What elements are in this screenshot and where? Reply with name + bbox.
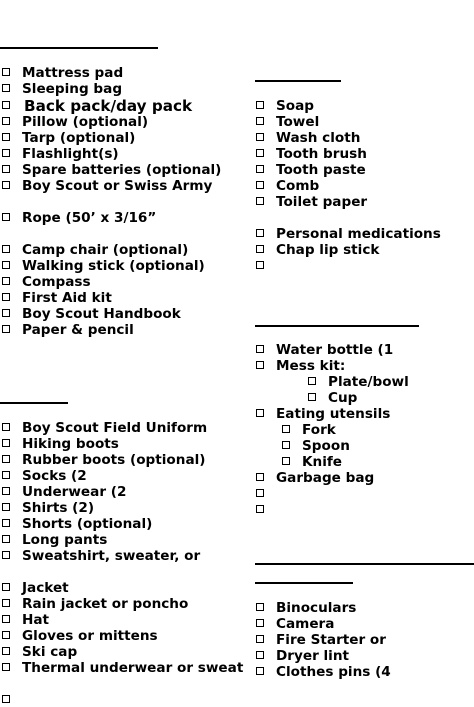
checklist-item-label: Tooth paste [276,162,366,178]
checkbox[interactable] [282,425,290,433]
checkbox[interactable] [2,68,10,76]
checkbox[interactable] [2,277,10,285]
checkbox[interactable] [256,101,264,109]
checkbox[interactable] [256,245,264,253]
checkbox[interactable] [2,423,10,431]
checkbox[interactable] [256,345,264,353]
checkbox[interactable] [256,635,264,643]
checkbox[interactable] [2,647,10,655]
checklist-item-label: Binoculars [276,600,357,616]
checkbox[interactable] [256,473,264,481]
checkbox[interactable] [256,409,264,417]
checklist-item-label: Sweatshirt, sweater, or [22,548,201,564]
checklist-item-label: Tarp (optional) [22,130,136,146]
checkbox[interactable] [256,505,264,513]
checkbox[interactable] [2,455,10,463]
checklist-item-label: Compass [22,274,91,290]
checklist-item-label: Camera [276,616,335,632]
checklist-item-label: Underwear (2 [22,484,127,500]
checkbox[interactable] [256,361,264,369]
checklist-item-label: Eating utensils [276,406,391,422]
checklist-item-label: Rain jacket or poncho [22,596,189,612]
checklist-item-label: Flashlight(s) [22,146,119,162]
heading-rule-2 [255,80,341,82]
checklist-item-label: Toilet paper [276,194,368,210]
checkbox[interactable] [256,197,264,205]
checkbox[interactable] [2,599,10,607]
checkbox[interactable] [2,309,10,317]
checklist-item-label: Personal medications [276,226,441,242]
heading-rule-5 [255,563,474,565]
checkbox[interactable] [256,181,264,189]
checklist-item-label: Mess kit: [276,358,346,374]
checkbox[interactable] [256,117,264,125]
checkbox[interactable] [2,631,10,639]
checklist-item-label: Spare batteries (optional) [22,162,222,178]
heading-rule-1 [0,47,158,49]
checkbox[interactable] [2,519,10,527]
checklist-item-label: Spoon [302,438,350,454]
checklist-item-label: Wash cloth [276,130,361,146]
heading-rule-6 [255,582,353,584]
checklist-item-label: Boy Scout or Swiss Army [22,178,213,194]
checklist-item-label: Cup [328,390,358,406]
checklist-item-label: Water bottle (1 [276,342,394,358]
checkbox[interactable] [2,325,10,333]
checkbox[interactable] [2,471,10,479]
checkbox[interactable] [2,487,10,495]
checklist-item-label: Comb [276,178,320,194]
checklist-item-label: Socks (2 [22,468,87,484]
checkbox[interactable] [2,213,10,221]
checkbox[interactable] [308,377,316,385]
checklist-item-label: Soap [276,98,315,114]
checkbox[interactable] [2,261,10,269]
checkbox[interactable] [308,393,316,401]
checkbox[interactable] [256,133,264,141]
checkbox[interactable] [256,619,264,627]
checkbox[interactable] [256,651,264,659]
checkbox[interactable] [2,181,10,189]
checklist-item-label: First Aid kit [22,290,112,306]
checkbox[interactable] [2,439,10,447]
checkbox[interactable] [256,603,264,611]
checklist-item-label: Boy Scout Handbook [22,306,181,322]
checklist-item-label: Knife [302,454,343,470]
checkbox[interactable] [282,441,290,449]
checkbox[interactable] [256,229,264,237]
checkbox[interactable] [2,149,10,157]
heading-rule-3 [255,325,419,327]
checklist-item-label: Long pants [22,532,108,548]
checkbox[interactable] [2,663,10,671]
checkbox[interactable] [2,503,10,511]
checklist-item-label: Rubber boots (optional) [22,452,206,468]
checklist-item-label: Boy Scout Field Uniform [22,420,208,436]
checklist-item-label: Ski cap [22,644,78,660]
checklist-item-label: Hiking boots [22,436,119,452]
checkbox[interactable] [2,133,10,141]
checkbox[interactable] [256,261,264,269]
checkbox[interactable] [256,149,264,157]
checkbox[interactable] [282,457,290,465]
checklist-item-label: Rope (50’ x 3/16” [22,210,157,226]
checkbox[interactable] [256,165,264,173]
checklist-item-label: Back pack/day pack [24,97,193,115]
checkbox[interactable] [2,84,10,92]
checklist-item-label: Camp chair (optional) [22,242,189,258]
checklist-item-label: Walking stick (optional) [22,258,205,274]
checkbox[interactable] [256,489,264,497]
checkbox[interactable] [2,245,10,253]
checkbox[interactable] [2,695,10,703]
checkbox[interactable] [2,165,10,173]
checklist-item-label: Clothes pins (4 [276,664,391,680]
checklist-item-label: Chap lip stick [276,242,380,258]
checkbox[interactable] [2,101,10,109]
checklist-item-label: Plate/bowl [328,374,409,390]
checklist-item-label: Dryer lint [276,648,350,664]
checklist-item-label: Fork [302,422,336,438]
checkbox[interactable] [2,551,10,559]
checklist-item-label: Sleeping bag [22,81,123,97]
heading-rule-4 [0,402,68,404]
checklist-item-label: Mattress pad [22,65,124,81]
checklist-item-label: Garbage bag [276,470,375,486]
checkbox[interactable] [2,293,10,301]
checklist-item-label: Fire Starter or [276,632,386,648]
checklist-item-label: Thermal underwear or sweat [22,660,244,676]
checklist-item-label: Pillow (optional) [22,114,149,130]
checkbox[interactable] [2,615,10,623]
checkbox[interactable] [2,535,10,543]
checklist-item-label: Jacket [22,580,69,596]
checkbox[interactable] [2,583,10,591]
checklist-item-label: Hat [22,612,50,628]
checklist-item-label: Tooth brush [276,146,367,162]
checklist-item-label: Shorts (optional) [22,516,153,532]
checklist-item-label: Paper & pencil [22,322,134,338]
checkbox[interactable] [2,117,10,125]
checklist-item-label: Gloves or mittens [22,628,158,644]
checkbox[interactable] [256,667,264,675]
checklist-item-label: Shirts (2) [22,500,95,516]
checklist-item-label: Towel [276,114,320,130]
